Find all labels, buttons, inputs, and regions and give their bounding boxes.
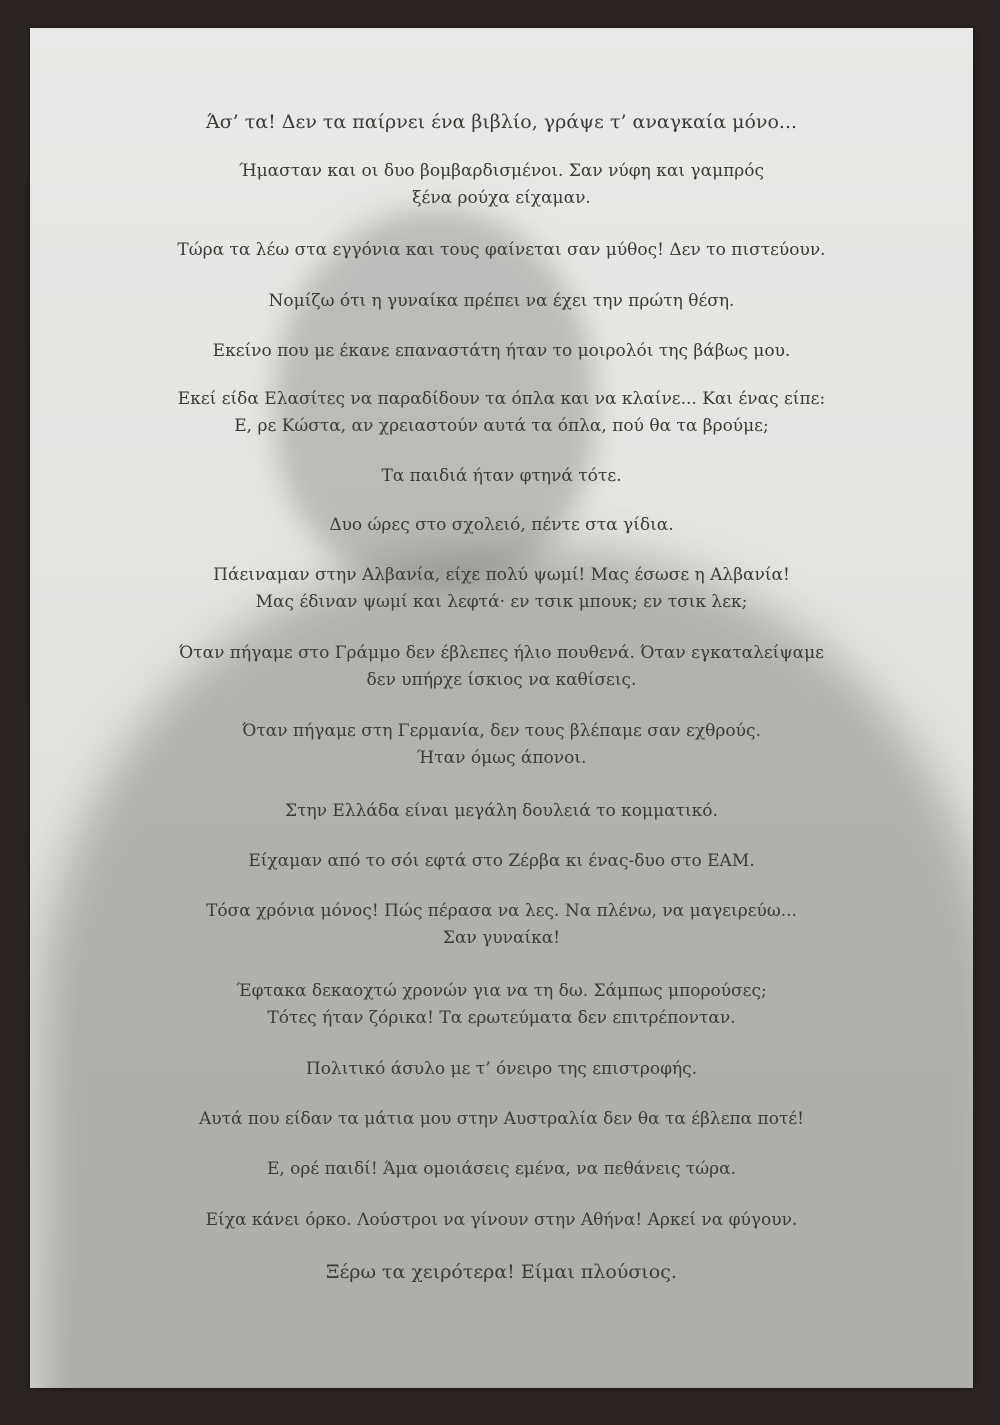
quote-line-18: Ε, ορέ παιδί! Άμα ομοιάσεις εμένα, να πεθάνεις τώρα. (266, 1159, 737, 1179)
quote-line-3: Τώρα τα λέω στα εγγόνια και τους φαίνεται σαν μύθος! Δεν το πιστεύουν. (177, 240, 826, 260)
quote-line-6: Εκεί είδα Ελασίτες να παραδίδουν τα όπλα και να κλαίνε... Και ένας είπε: Ε, ρε Κώστα, αν χρειαστούν αυτά τα όπλα, πού θα τα βρούμε; (177, 389, 826, 436)
quote-line-16: Πολιτικό άσυλο με τ’ όνειρο της επιστροφής. (305, 1059, 698, 1079)
quote-line-13: Είχαμαν από το σόι εφτά στο Ζέρβα κι ένας-δυο στο ΕΑΜ. (248, 851, 755, 871)
quote-line-7: Τα παιδιά ήταν φτηνά τότε. (381, 466, 622, 486)
quote-line-8: Δυο ώρες στο σχολειό, πέντε στα γίδια. (329, 515, 674, 535)
quote-line-12: Στην Ελλάδα είναι μεγάλη δουλειά το κομματικό. (285, 801, 718, 821)
quote-line-14: Τόσα χρόνια μόνος! Πώς πέρασα να λες. Να πλένω, να μαγειρεύω... Σαν γυναίκα! (206, 901, 797, 948)
quote-line-15: Έφτακα δεκαοχτώ χρονών για να τη δω. Σάμπως μπορούσες; Τότες ήταν ζόρικα! Τα ερωτεύματα δεν επιτρέπονταν. (236, 981, 767, 1028)
quote-line-10: Όταν πήγαμε στο Γράμμο δεν έβλεπες ήλιο πουθενά. Όταν εγκαταλείψαμε δεν υπήρχε ίσκιος να καθίσεις. (178, 643, 824, 690)
quote-line-19: Είχα κάνει όρκο. Λούστροι να γίνουν στην Αθήνα! Αρκεί να φύγουν. (205, 1210, 798, 1230)
quote-line-1: Άσ’ τα! Δεν τα παίρνει ένα βιβλίο, γράψε τ’ αναγκαία μόνο... (205, 111, 798, 133)
quote-line-20: Ξέρω τα χειρότερα! Είμαι πλούσιος. (326, 1261, 677, 1283)
quote-line-4: Νομίζω ότι η γυναίκα πρέπει να έχει την πρώτη θέση. (268, 291, 735, 311)
printed-page (30, 28, 973, 1388)
quote-line-5: Εκείνο που με έκανε επαναστάτη ήταν το μοιρολόι της βάβως μου. (212, 341, 791, 361)
quote-line-11: Όταν πήγαμε στη Γερμανία, δεν τους βλέπαμε σαν εχθρούς. Ήταν όμως άπονοι. (242, 721, 761, 768)
quote-line-9: Πάειναμαν στην Αλβανία, είχε πολύ ψωμί! Μας έσωσε η Αλβανία! Μας έδιναν ψωμί και λεφτά· εν τσικ μπουκ; εν τσικ λεκ; (213, 565, 790, 612)
quote-line-17: Αυτά που είδαν τα μάτια μου στην Αυστραλία δεν θα τα έβλεπα ποτέ! (198, 1109, 805, 1129)
quote-line-2: Ήμασταν και οι δυο βομβαρδισμένοι. Σαν νύφη και γαμπρός ξένα ρούχα είχαμαν. (238, 161, 765, 208)
